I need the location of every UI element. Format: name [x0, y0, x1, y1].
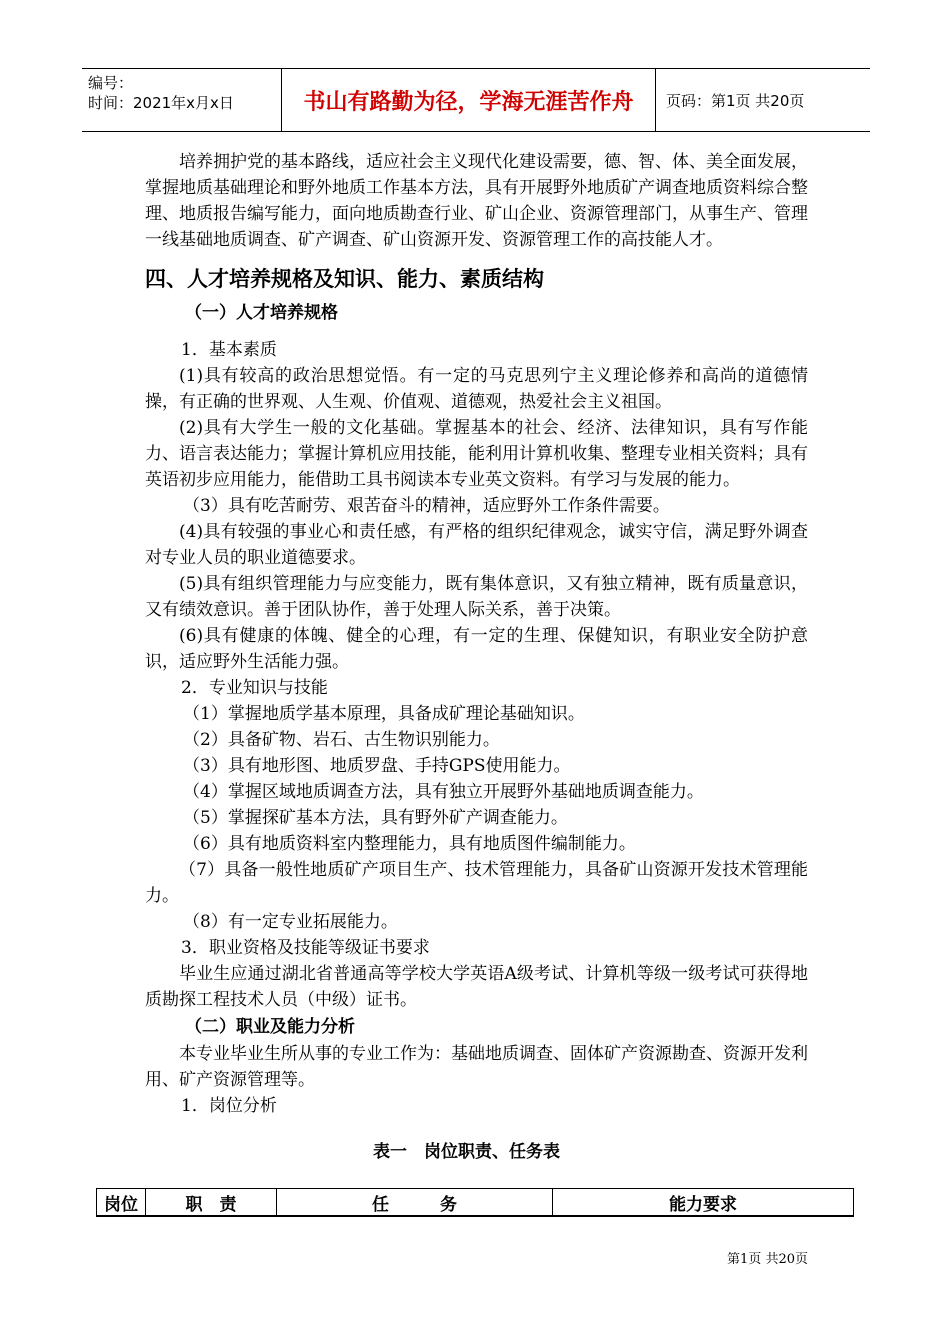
skill-item: （2）具备矿物、岩石、古生物识别能力。 [183, 730, 500, 750]
table-caption: 表一 岗位职责、任务表 [373, 1142, 560, 1162]
basic-quality-item: (2)具有大学生一般的文化基础。掌握基本的社会、经济、法律知识，具有写作能力、语言表达能力；掌握计算机应用技能，能利用计算机收集、整理专业相关资料；具有英语初步应用能力，能借助工具书阅读本专业英文资料。有学习与发展的能力。 [145, 418, 808, 490]
header-page-info: 页码：第1页 共20页 [666, 91, 805, 110]
basic-quality-item: (4)具有较强的事业心和责任感，有严格的组织纪律观念，诚实守信，满足野外调查对专业人员的职业道德要求。 [145, 522, 808, 568]
skill-item: （7）具备一般性地质矿产项目生产、技术管理能力，具备矿山资源开发技术管理能力。 [145, 860, 808, 906]
table-header-row [97, 1189, 854, 1217]
document-number-label: 编号： [88, 74, 134, 92]
column-header-task: 任 务 [277, 1189, 553, 1217]
duty-task-table [96, 1188, 854, 1217]
document-body [145, 149, 808, 1179]
skill-item: （5）掌握探矿基本方法，具有野外矿产调查能力。 [183, 808, 568, 828]
header-motto: 书山有路勤为径，学海无涯苦作舟 [282, 69, 656, 131]
document-date: 时间：2021年x月x日 [88, 94, 234, 112]
section-heading: 四、人才培养规格及知识、能力、素质结构 [145, 267, 544, 291]
intro-paragraph: 培养拥护党的基本路线，适应社会主义现代化建设需要，德、智、体、美全面发展，掌握地质基础理论和野外地质工作基本方法，具有开展野外地质矿产调查地质资料综合整理、地质报告编写能力，面向地质勘查行业、矿山企业、资源管理部门，从事生产、管理一线基础地质调查、矿产调查、矿山资源开发、资源管理工作的高技能人才。 [145, 152, 808, 250]
skill-item: （6）具有地质资料室内整理能力，具有地质图件编制能力。 [183, 834, 636, 854]
basic-quality-item: (5)具有组织管理能力与应变能力，既有集体意识，又有独立精神，既有质量意识，又有绩效意识。善于团队协作，善于处理人际关系，善于决策。 [145, 574, 808, 620]
basic-quality-item: （3）具有吃苦耐劳、艰苦奋斗的精神，适应野外工作条件需要。 [183, 496, 670, 516]
subsection-heading: （一）人才培养规格 [185, 303, 338, 323]
column-header-post: 岗位 [97, 1189, 146, 1217]
column-header-duty: 职 责 [146, 1189, 277, 1217]
item-heading: 2．专业知识与技能 [181, 678, 328, 698]
skill-item: （8）有一定专业拓展能力。 [183, 912, 398, 932]
item-heading: 1．岗位分析 [181, 1096, 277, 1116]
subsection-heading: （二）职业及能力分析 [185, 1017, 355, 1037]
certificate-paragraph: 毕业生应通过湖北省普通高等学校大学英语A级考试、计算机等级一级考试可获得地质勘探工程技术人员（中级）证书。 [145, 964, 808, 1010]
page-header [82, 68, 870, 132]
skill-item: （1）掌握地质学基本原理，具备成矿理论基础知识。 [183, 704, 585, 724]
basic-quality-item: (6)具有健康的体魄、健全的心理，有一定的生理、保健知识，有职业安全防护意识，适应野外生活能力强。 [145, 626, 808, 672]
column-header-ability: 能力要求 [553, 1189, 854, 1217]
item-heading: 3．职业资格及技能等级证书要求 [181, 938, 430, 958]
skill-item: （3）具有地形图、地质罗盘、手持GPS使用能力。 [183, 756, 571, 776]
career-paragraph: 本专业毕业生所从事的专业工作为：基础地质调查、固体矿产资源勘查、资源开发利用、矿产资源管理等。 [145, 1044, 808, 1090]
item-heading: 1．基本素质 [181, 340, 277, 360]
header-meta [82, 69, 282, 131]
page-footer: 第1页 共20页 [727, 1252, 808, 1267]
skill-item: （4）掌握区域地质调查方法，具有独立开展野外基础地质调查能力。 [183, 782, 704, 802]
basic-quality-item: (1)具有较高的政治思想觉悟。有一定的马克思列宁主义理论修养和高尚的道德情操，有正确的世界观、人生观、价值观、道德观，热爱社会主义祖国。 [145, 366, 808, 412]
